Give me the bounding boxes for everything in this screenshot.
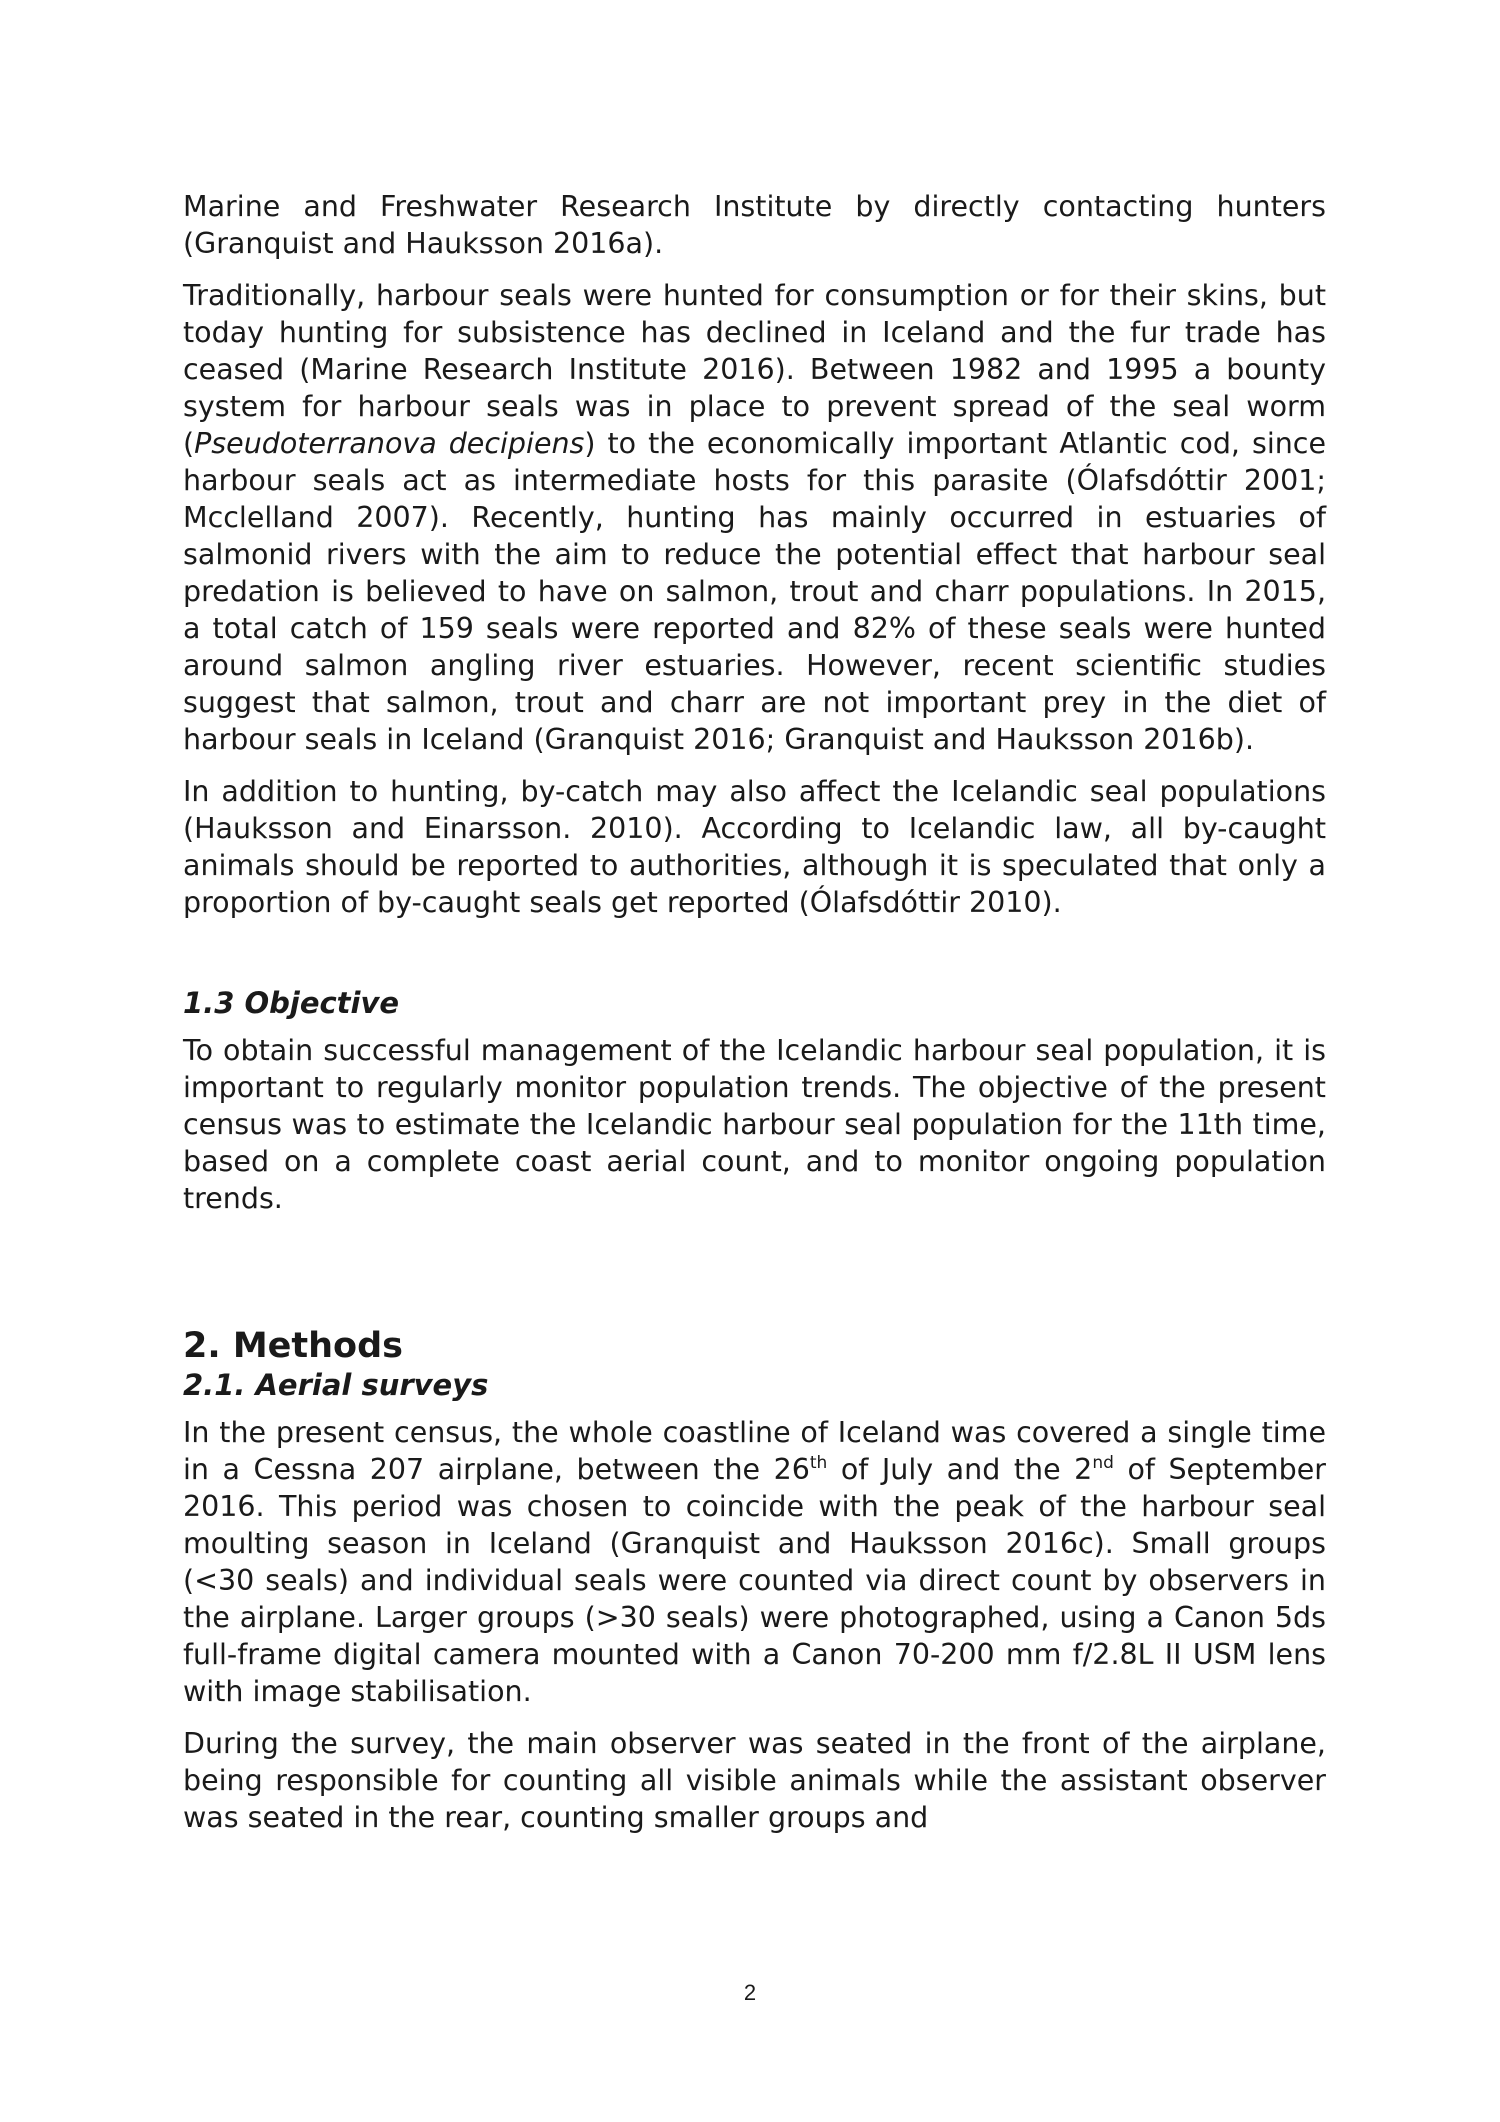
species-name: Pseudoterranova decipiens bbox=[194, 427, 585, 460]
page-body bbox=[183, 188, 1326, 1836]
ordinal-suffix: nd bbox=[1092, 1453, 1114, 1473]
section-heading-methods: 2. Methods bbox=[183, 1326, 403, 1366]
section-heading-objective: 1.3 Objective bbox=[183, 986, 400, 1020]
paragraph-bycatch: In addition to hunting, by-catch may also affect the Icelandic seal populations (Hauksson and Einarsson. 2010). According to Icelandic law, all by-caught animals should be reported to authorities, although it is speculated that only a proportion of by-caught seals get reported (Ólafsdóttir 2010). bbox=[183, 775, 1326, 919]
text-run: ) to the economically important Atlantic cod, since harbour seals act as intermediate hosts for this parasite (Ólafsdóttir 2001; Mcclelland 2007). Recently, hunting has mainly occurred in estuaries of salmonid rivers with the aim to reduce the potential effect that harbour seal predation is believed to have on salmon, trout and charr populations. In 2015, a total catch of 159 seals were reported and 82% of these seals were hunted around salmon angling river estuaries. However, recent scientific studies suggest that salmon, trout and charr are not important prey in the diet of harbour seals in Iceland (Granquist 2016; Granquist and Hauksson 2016b). bbox=[183, 427, 1326, 756]
page-number: 2 bbox=[743, 1980, 757, 2005]
text-run: In the present census, the whole coastline of Iceland was covered a single time in a Cessna 207 airplane, between the 26 bbox=[183, 1416, 1326, 1486]
paragraph-hunters: Marine and Freshwater Research Institute by directly contacting hunters (Granquist and Hauksson 2016a). bbox=[183, 190, 1326, 260]
paragraph-objective: To obtain successful management of the Icelandic harbour seal population, it is important to regularly monitor population trends. The objective of the present census was to estimate the Icelandic harbour seal population for the 11th time, based on a complete coast aerial count, and to monitor ongoing population trends. bbox=[183, 1034, 1326, 1215]
subsection-heading-aerial-surveys: 2.1. Aerial surveys bbox=[183, 1368, 489, 1402]
paragraph-traditional-hunting bbox=[183, 277, 1326, 758]
text-run: Traditionally, harbour seals were hunted for consumption or for their skins, but today hunting for subsistence has declined in Iceland and the fur trade has ceased (Marine Research Institute 2016). Between 1982 and 1995 a bounty system for harbour seals was in place to prevent spread of the seal worm ( bbox=[183, 279, 1326, 460]
text-run: of July and the 2 bbox=[827, 1453, 1093, 1486]
text-run: of September 2016. This period was chosen to coincide with the peak of the harbour seal moulting season in Iceland (Granquist and Hauksson 2016c). Small groups (<30 seals) and individual seals were counted via direct count by observers in the airplane. Larger groups (>30 seals) were photographed, using a Canon 5ds full-frame digital camera mounted with a Canon 70-200 mm f/2.8L II USM lens with image stabilisation. bbox=[183, 1453, 1326, 1708]
ordinal-suffix: th bbox=[809, 1453, 828, 1473]
paragraph-observers: During the survey, the main observer was seated in the front of the airplane, being responsible for counting all visible animals while the assistant observer was seated in the rear, counting smaller groups and bbox=[183, 1727, 1326, 1834]
paragraph-census bbox=[183, 1414, 1326, 1710]
